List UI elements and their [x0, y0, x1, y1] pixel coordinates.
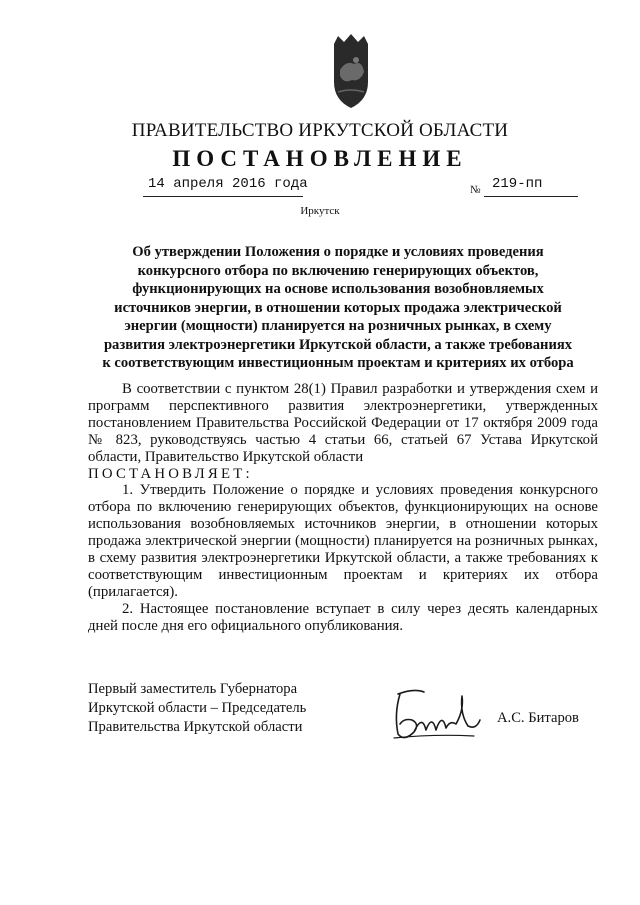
- document-type: ПОСТАНОВЛЕНИЕ: [172, 146, 468, 171]
- position-line: Правительства Иркутской области: [88, 719, 303, 735]
- signatory-name: А.С. Битаров: [497, 710, 579, 726]
- number-prefix: №: [470, 184, 481, 196]
- position-line: Иркутской области – Председатель: [88, 700, 307, 716]
- signatory-position: [88, 680, 306, 737]
- preamble-paragraph: В соответствии с пунктом 28(1) Правил разработки и утверждения схем и программ перспективного развития электроэнергетики, утвержденных постановлением Правительства Российской Федерации от 17 октября 2009 года № 823, руководствуясь частью 4 статьи 66, статьей 67 Устава Иркутской области, Правительство Иркутской области: [88, 381, 598, 465]
- number-underline: [484, 196, 578, 197]
- title-line: развития электроэнергетики Иркутской области, а также требованиях: [103, 336, 573, 353]
- document-date: 14 апреля 2016 года: [148, 176, 308, 192]
- city: Иркутск: [300, 205, 340, 217]
- organization-name: ПРАВИТЕЛЬСТВО ИРКУТСКОЙ ОБЛАСТИ: [131, 120, 509, 141]
- title-line: функционирующих на основе использования возобновляемых: [132, 281, 544, 297]
- title-line: конкурсного отбора по включению генерирующих объектов,: [137, 262, 539, 279]
- title-line: энергии (мощности) планируется на розничных рынках, в схему: [124, 318, 552, 334]
- document-body: [88, 381, 598, 635]
- title-line: источников энергии, в отношении которых продажа электрической: [114, 299, 562, 316]
- handwritten-signature-icon: [384, 684, 484, 744]
- position-line: Первый заместитель Губернатора: [88, 681, 298, 697]
- title-line: Об утверждении Положения о порядке и условиях проведения: [132, 244, 544, 260]
- coat-of-arms-icon: [326, 30, 376, 114]
- item-1-paragraph: 1. Утвердить Положение о порядке и условиях проведения конкурсного отбора по включению генерирующих объектов, функционирующих на основе использования возобновляемых источников энергии, в отношении которых продажа электрической энергии (мощности) планируется на розничных рынках, в схему развития электроэнергетики Иркутской области, а также требованиях к соответствующим инвестиционным проектам и критериях их отбора (прилагается).: [88, 482, 598, 600]
- resolves-heading: ПОСТАНОВЛЯЕТ:: [88, 465, 253, 482]
- title-line: к соответствующим инвестиционным проектам и критериях их отбора: [102, 355, 574, 371]
- item-2-paragraph: 2. Настоящее постановление вступает в силу через десять календарных дней после дня его официального опубликования.: [88, 600, 598, 634]
- document-number: 219-пп: [492, 176, 543, 192]
- date-underline: [143, 196, 303, 197]
- document-title: [88, 243, 588, 373]
